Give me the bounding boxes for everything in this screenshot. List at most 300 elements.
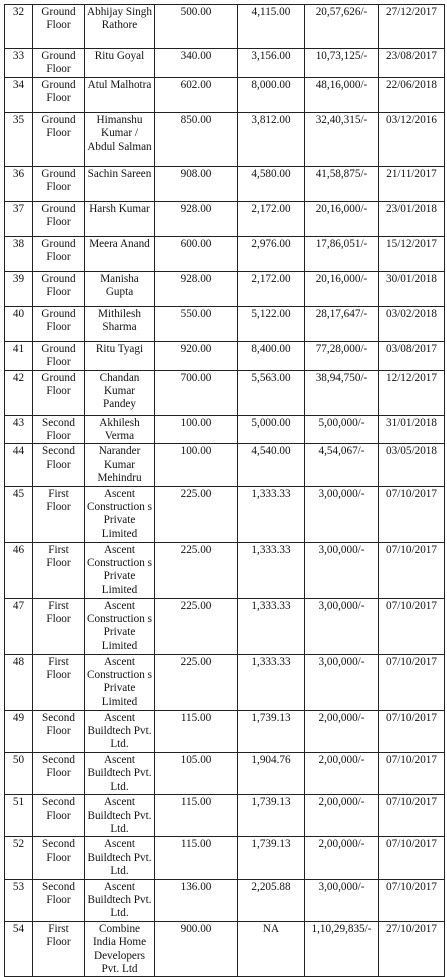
amount-cell — [305, 77, 379, 112]
area: 225.00 — [180, 655, 212, 668]
date: 21/11/2017 — [386, 167, 437, 180]
floor: First Floor — [46, 922, 71, 949]
serial-number: 43 — [12, 416, 25, 429]
buyer-name-cell — [85, 341, 155, 370]
amount: 5,00,000/- — [318, 416, 365, 429]
floor-cell — [33, 415, 85, 444]
amount: 2,00,000/- — [318, 796, 365, 809]
floor: Ground Floor — [41, 78, 76, 105]
amount: 48,16,000/- — [315, 78, 368, 91]
amount: 32,40,315/- — [315, 113, 368, 126]
floor-cell — [33, 879, 85, 921]
serial-number-cell — [5, 542, 33, 598]
area: 225.00 — [180, 543, 212, 556]
amount-cell — [305, 271, 379, 306]
date: 07/10/2017 — [386, 599, 437, 612]
amount-cell — [305, 710, 379, 752]
table-row — [5, 654, 445, 710]
floor: Ground Floor — [41, 307, 76, 334]
floor: Second Floor — [42, 445, 75, 471]
rate: 2,976.00 — [251, 237, 291, 250]
amount-cell — [305, 486, 379, 542]
floor: Ground Floor — [41, 237, 76, 264]
rate-cell — [238, 598, 305, 654]
buyer-name-cell — [85, 271, 155, 306]
date-cell — [379, 306, 445, 341]
rate: NA — [262, 922, 280, 935]
serial-number: 48 — [12, 655, 25, 668]
rate-cell — [238, 444, 305, 486]
serial-number: 51 — [12, 796, 25, 809]
serial-number: 45 — [12, 487, 25, 500]
table-row — [5, 112, 445, 166]
buyer-name: Mithilesh Sharma — [98, 307, 141, 334]
buyer-name: Harsh Kumar — [89, 202, 150, 215]
floor-cell — [33, 921, 85, 977]
amount-cell — [305, 598, 379, 654]
serial-number-cell — [5, 486, 33, 542]
floor: Ground Floor — [41, 6, 76, 32]
rate-cell — [238, 77, 305, 112]
rate: 1,904.76 — [251, 753, 291, 766]
buyer-name: Meera Anand — [89, 237, 150, 250]
date: 07/10/2017 — [386, 753, 437, 766]
floor-cell — [33, 271, 85, 306]
buyer-name: Ascent Buildtech Pvt. Ltd. — [87, 838, 152, 878]
floor: Ground Floor — [41, 50, 76, 76]
amount-cell — [305, 752, 379, 794]
serial-number-cell — [5, 236, 33, 271]
rate-cell — [238, 201, 305, 236]
date: 23/08/2017 — [386, 50, 437, 62]
buyer-name-cell — [85, 837, 155, 879]
buyer-name: Ritu Tyagi — [95, 342, 144, 355]
buyer-name-cell — [85, 201, 155, 236]
date-cell — [379, 370, 445, 415]
amount: 3,00,000/- — [318, 880, 365, 893]
rate-cell — [238, 166, 305, 201]
area-cell — [155, 306, 238, 341]
table-row — [5, 77, 445, 112]
amount: 20,16,000/- — [315, 272, 368, 285]
rate: 1,739.13 — [251, 711, 291, 724]
rate: 5,563.00 — [251, 371, 291, 384]
date: 07/10/2017 — [386, 655, 437, 668]
date: 07/10/2017 — [386, 796, 437, 809]
amount-cell — [305, 370, 379, 415]
area: 115.00 — [180, 796, 212, 809]
amount-cell — [305, 444, 379, 486]
buyer-name-cell — [85, 444, 155, 486]
date-cell — [379, 166, 445, 201]
serial-number: 42 — [12, 371, 25, 384]
serial-number: 35 — [12, 113, 25, 126]
buyer-name-cell — [85, 879, 155, 921]
table-row — [5, 921, 445, 977]
table-row — [5, 444, 445, 486]
rate: 1,333.33 — [251, 487, 291, 500]
amount: 41,58,875/- — [315, 167, 368, 180]
rate: 1,333.33 — [251, 599, 291, 612]
rate-cell — [238, 271, 305, 306]
rate-cell — [238, 752, 305, 794]
date: 03/12/2016 — [386, 113, 437, 126]
buyer-name-cell — [85, 370, 155, 415]
area-cell — [155, 837, 238, 879]
floor-cell — [33, 201, 85, 236]
rate-cell — [238, 795, 305, 837]
date-cell — [379, 112, 445, 166]
buyer-name: Ascent Construction s Private Limited — [87, 487, 152, 540]
amount: 2,00,000/- — [318, 753, 365, 766]
area-cell — [155, 710, 238, 752]
serial-number-cell — [5, 112, 33, 166]
table-row — [5, 370, 445, 415]
area: 500.00 — [180, 6, 212, 18]
serial-number: 39 — [12, 272, 25, 285]
serial-number: 47 — [12, 599, 25, 612]
buyer-name-cell — [85, 486, 155, 542]
date: 07/10/2017 — [386, 543, 437, 556]
floor-cell — [33, 5, 85, 49]
serial-number: 53 — [12, 880, 25, 893]
floor: First Floor — [46, 543, 71, 570]
table-row — [5, 415, 445, 444]
floor: Second Floor — [42, 880, 75, 906]
area: 600.00 — [180, 237, 212, 250]
serial-number-cell — [5, 710, 33, 752]
area: 928.00 — [180, 202, 212, 215]
serial-number: 46 — [12, 543, 25, 556]
area: 928.00 — [180, 272, 212, 285]
area-cell — [155, 370, 238, 415]
date: 07/10/2017 — [386, 880, 437, 893]
area: 700.00 — [180, 371, 212, 384]
buyer-name-cell — [85, 542, 155, 598]
amount-cell — [305, 415, 379, 444]
amount: 3,00,000/- — [318, 655, 365, 668]
amount-cell — [305, 306, 379, 341]
area: 100.00 — [180, 416, 212, 429]
rate-cell — [238, 921, 305, 977]
date: 03/05/2018 — [386, 445, 437, 458]
buyer-name-cell — [85, 166, 155, 201]
floor-cell — [33, 837, 85, 879]
serial-number: 33 — [12, 50, 25, 62]
table-row — [5, 271, 445, 306]
date-cell — [379, 415, 445, 444]
floor: Second Floor — [42, 796, 75, 822]
area-cell — [155, 752, 238, 794]
floor-cell — [33, 112, 85, 166]
date-cell — [379, 341, 445, 370]
sale-register-table — [4, 4, 445, 977]
floor: Ground Floor — [41, 113, 76, 140]
floor: Ground Floor — [41, 167, 76, 194]
floor-cell — [33, 444, 85, 486]
serial-number: 44 — [12, 445, 25, 458]
rate: 3,812.00 — [251, 113, 291, 126]
buyer-name-cell — [85, 112, 155, 166]
date-cell — [379, 542, 445, 598]
area: 115.00 — [180, 711, 212, 724]
area-cell — [155, 415, 238, 444]
area: 225.00 — [180, 487, 212, 500]
serial-number-cell — [5, 795, 33, 837]
area: 115.00 — [180, 838, 212, 851]
area-cell — [155, 486, 238, 542]
table-row — [5, 201, 445, 236]
date-cell — [379, 444, 445, 486]
serial-number: 49 — [12, 711, 25, 724]
area-cell — [155, 77, 238, 112]
buyer-name: Abhijay Singh Rathore — [87, 6, 152, 32]
table-row — [5, 879, 445, 921]
date: 22/06/2018 — [386, 78, 437, 91]
floor: Second Floor — [42, 711, 75, 738]
serial-number: 32 — [12, 6, 25, 18]
area: 900.00 — [180, 922, 212, 935]
amount: 17,86,051/- — [315, 237, 368, 250]
amount: 4,54,067/- — [318, 445, 365, 458]
buyer-name-cell — [85, 5, 155, 49]
floor: Ground Floor — [41, 202, 76, 229]
amount-cell — [305, 879, 379, 921]
serial-number-cell — [5, 271, 33, 306]
date-cell — [379, 271, 445, 306]
buyer-name: Ascent Buildtech Pvt. Ltd. — [87, 753, 152, 793]
area-cell — [155, 879, 238, 921]
area-cell — [155, 598, 238, 654]
table-row — [5, 5, 445, 49]
table-row — [5, 166, 445, 201]
rate-cell — [238, 49, 305, 78]
area-cell — [155, 5, 238, 49]
rate-cell — [238, 879, 305, 921]
table-row — [5, 795, 445, 837]
floor: First Floor — [46, 599, 71, 626]
date-cell — [379, 752, 445, 794]
amount-cell — [305, 236, 379, 271]
buyer-name-cell — [85, 415, 155, 444]
serial-number: 40 — [12, 307, 25, 320]
floor-cell — [33, 752, 85, 794]
floor: Second Floor — [42, 416, 75, 443]
table-row — [5, 542, 445, 598]
rate: 5,000.00 — [251, 416, 291, 429]
buyer-name-cell — [85, 306, 155, 341]
buyer-name: Akhilesh Verma — [99, 416, 140, 443]
area-cell — [155, 201, 238, 236]
area-cell — [155, 795, 238, 837]
table-row — [5, 306, 445, 341]
buyer-name: Sachin Sareen — [87, 167, 152, 180]
buyer-name-cell — [85, 921, 155, 977]
date: 07/10/2017 — [386, 711, 437, 724]
rate: 1,739.13 — [251, 838, 291, 851]
rate-cell — [238, 415, 305, 444]
serial-number-cell — [5, 837, 33, 879]
table-row — [5, 710, 445, 752]
date-cell — [379, 5, 445, 49]
amount: 28,17,647/- — [315, 307, 368, 320]
area: 920.00 — [180, 342, 212, 355]
buyer-name: Ascent Buildtech Pvt. Ltd. — [87, 880, 152, 920]
area-cell — [155, 654, 238, 710]
floor-cell — [33, 654, 85, 710]
rate: 1,333.33 — [251, 543, 291, 556]
area-cell — [155, 542, 238, 598]
amount-cell — [305, 112, 379, 166]
serial-number: 50 — [12, 753, 25, 766]
date-cell — [379, 837, 445, 879]
area-cell — [155, 271, 238, 306]
rate: 8,000.00 — [251, 78, 291, 91]
date: 03/08/2017 — [386, 342, 437, 355]
serial-number-cell — [5, 5, 33, 49]
date-cell — [379, 654, 445, 710]
floor-cell — [33, 598, 85, 654]
buyer-name: Chandan Kumar Pandey — [99, 371, 140, 411]
table-row — [5, 486, 445, 542]
amount-cell — [305, 49, 379, 78]
date: 07/10/2017 — [386, 838, 437, 851]
date-cell — [379, 49, 445, 78]
amount: 10,73,125/- — [315, 50, 368, 62]
rate: 2,172.00 — [251, 272, 291, 285]
date: 27/12/2017 — [386, 6, 437, 18]
rate: 4,580.00 — [251, 167, 291, 180]
table-row — [5, 598, 445, 654]
floor-cell — [33, 306, 85, 341]
date: 15/12/2017 — [386, 237, 437, 250]
date-cell — [379, 236, 445, 271]
area-cell — [155, 921, 238, 977]
serial-number-cell — [5, 598, 33, 654]
floor-cell — [33, 710, 85, 752]
rate: 5,122.00 — [251, 307, 291, 320]
floor-cell — [33, 77, 85, 112]
rate-cell — [238, 542, 305, 598]
buyer-name: Himanshu Kumar / Abdul Salman — [87, 113, 152, 153]
date: 12/12/2017 — [386, 371, 437, 384]
table-body — [5, 5, 445, 977]
serial-number: 34 — [12, 78, 25, 91]
rate: 1,739.13 — [251, 796, 291, 809]
buyer-name: Ascent Construction s Private Limited — [87, 655, 152, 708]
date: 07/10/2017 — [386, 487, 437, 500]
area-cell — [155, 166, 238, 201]
amount-cell — [305, 654, 379, 710]
area: 550.00 — [180, 307, 212, 320]
amount: 3,00,000/- — [318, 543, 365, 556]
floor: Ground Floor — [41, 342, 76, 369]
date-cell — [379, 879, 445, 921]
buyer-name: Ascent Construction s Private Limited — [87, 599, 152, 652]
area-cell — [155, 236, 238, 271]
floor-cell — [33, 49, 85, 78]
amount-cell — [305, 542, 379, 598]
buyer-name-cell — [85, 77, 155, 112]
buyer-name: Ritu Goyal — [94, 50, 145, 62]
date-cell — [379, 201, 445, 236]
table-row — [5, 837, 445, 879]
floor: Second Floor — [42, 753, 75, 780]
date-cell — [379, 77, 445, 112]
floor-cell — [33, 370, 85, 415]
rate-cell — [238, 837, 305, 879]
date-cell — [379, 921, 445, 977]
amount: 3,00,000/- — [318, 487, 365, 500]
serial-number: 36 — [12, 167, 25, 180]
buyer-name: Atul Malhotra — [87, 78, 152, 91]
buyer-name-cell — [85, 236, 155, 271]
floor: Ground Floor — [41, 272, 76, 299]
amount-cell — [305, 921, 379, 977]
serial-number-cell — [5, 201, 33, 236]
rate-cell — [238, 654, 305, 710]
date: 27/10/2017 — [386, 922, 437, 935]
amount-cell — [305, 795, 379, 837]
rate-cell — [238, 486, 305, 542]
floor: First Floor — [46, 487, 71, 514]
date-cell — [379, 598, 445, 654]
rate: 8,400.00 — [251, 342, 291, 355]
serial-number-cell — [5, 879, 33, 921]
amount: 3,00,000/- — [318, 599, 365, 612]
buyer-name-cell — [85, 598, 155, 654]
serial-number-cell — [5, 752, 33, 794]
rate-cell — [238, 710, 305, 752]
sale-register-sheet — [4, 4, 444, 977]
floor-cell — [33, 486, 85, 542]
serial-number-cell — [5, 654, 33, 710]
table-row — [5, 49, 445, 78]
serial-number-cell — [5, 341, 33, 370]
serial-number: 38 — [12, 237, 25, 250]
floor-cell — [33, 795, 85, 837]
rate-cell — [238, 306, 305, 341]
buyer-name-cell — [85, 49, 155, 78]
amount-cell — [305, 837, 379, 879]
amount-cell — [305, 201, 379, 236]
table-row — [5, 236, 445, 271]
floor-cell — [33, 166, 85, 201]
buyer-name-cell — [85, 752, 155, 794]
serial-number-cell — [5, 166, 33, 201]
amount: 20,16,000/- — [315, 202, 368, 215]
area-cell — [155, 49, 238, 78]
buyer-name-cell — [85, 795, 155, 837]
amount: 38,94,750/- — [315, 371, 368, 384]
serial-number-cell — [5, 77, 33, 112]
buyer-name-cell — [85, 710, 155, 752]
serial-number: 41 — [12, 342, 25, 355]
amount: 1,10,29,835/- — [311, 922, 372, 935]
table-row — [5, 752, 445, 794]
rate-cell — [238, 370, 305, 415]
floor-cell — [33, 341, 85, 370]
floor: First Floor — [46, 655, 71, 682]
area: 105.00 — [180, 753, 212, 766]
area: 850.00 — [180, 113, 212, 126]
serial-number-cell — [5, 444, 33, 486]
rate: 2,205.88 — [251, 880, 291, 893]
area: 136.00 — [180, 880, 212, 893]
amount-cell — [305, 5, 379, 49]
floor-cell — [33, 236, 85, 271]
serial-number-cell — [5, 306, 33, 341]
